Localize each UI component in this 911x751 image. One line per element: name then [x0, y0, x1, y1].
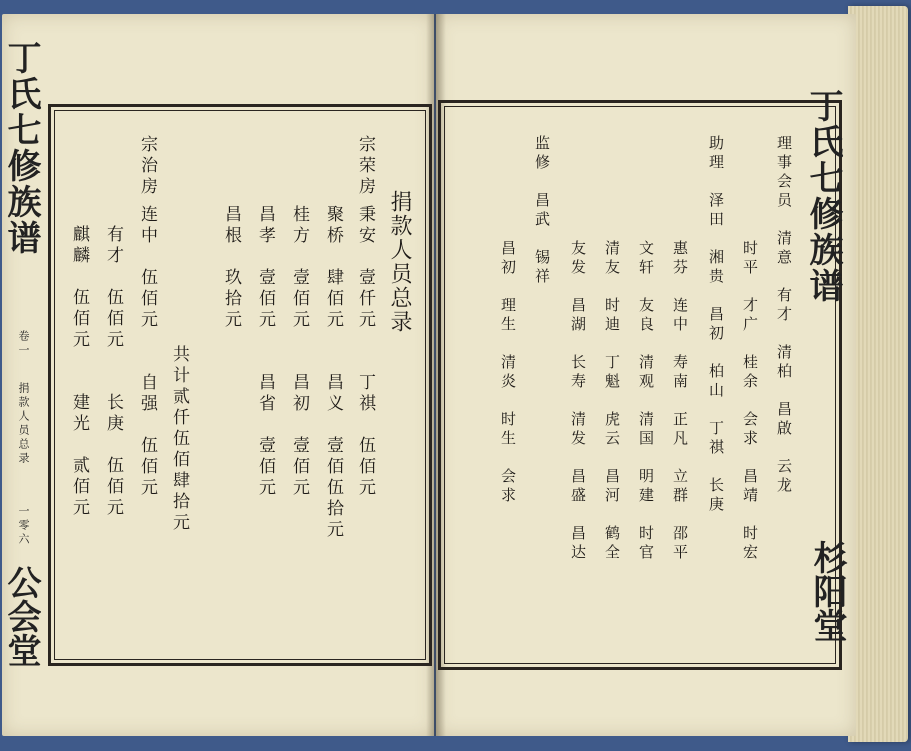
- left-margin-volume: 卷一: [17, 330, 30, 358]
- book-page-edges: [848, 6, 908, 742]
- left-column-1: 宗荣房: [355, 135, 375, 198]
- left-margin-hall-name: 公会堂: [1, 565, 41, 667]
- left-margin-page-number: 一零六: [17, 505, 30, 547]
- left-column-5: 昌孝 壹佰元 昌省 壹佰元: [255, 205, 275, 499]
- right-column-9: 昌初 理生 清炎 时生 会求: [499, 240, 517, 506]
- left-column-11: 麒麟 伍佰元 建光 贰佰元: [69, 225, 89, 519]
- left-column-3: 聚桥 肆佰元 昌义 壹佰伍拾元: [323, 205, 343, 541]
- left-page-title: 捐款人员总录: [387, 190, 412, 334]
- right-column-6: 清友 时迪 丁魁 虎云 昌河 鹤全: [603, 240, 621, 563]
- left-margin-book-title: 丁氏七修族谱: [1, 40, 41, 256]
- right-column-1: 理事会员 清意 有才 清柏 昌啟 云龙: [775, 135, 793, 496]
- right-column-2: 时平 才广 桂余 会求 昌靖 时宏: [741, 240, 759, 563]
- left-column-8: 宗治房: [137, 135, 157, 198]
- right-margin-hall-name: 杉阳堂: [807, 540, 847, 642]
- left-column-9: 连中 伍佰元 自强 伍佰元: [137, 205, 157, 499]
- left-column-4: 桂方 壹佰元 昌初 壹佰元: [289, 205, 309, 499]
- left-margin-section: 捐款人员总录: [17, 382, 30, 466]
- left-column-10: 有才 伍佰元 长庚 伍佰元: [103, 225, 123, 519]
- left-column-6: 昌根 玖拾元: [221, 205, 241, 331]
- right-margin-book-title: 丁氏七修族谱: [803, 88, 843, 304]
- left-column-7: 共计贰仟伍佰肆拾元: [169, 345, 189, 534]
- right-column-5: 文轩 友良 清观 清国 明建 时官: [637, 240, 655, 563]
- right-column-4: 惠芬 连中 寿南 正凡 立群 邵平: [671, 240, 689, 563]
- right-column-8: 监修 昌武 锡祥: [533, 135, 551, 287]
- left-column-2: 秉安 壹仟元 丁祺 伍佰元: [355, 205, 375, 499]
- right-column-7: 友发 昌湖 长寿 清发 昌盛 昌达: [569, 240, 587, 563]
- right-column-3: 助理 泽田 湘贵 昌初 柏山 丁祺 长庚: [707, 135, 725, 515]
